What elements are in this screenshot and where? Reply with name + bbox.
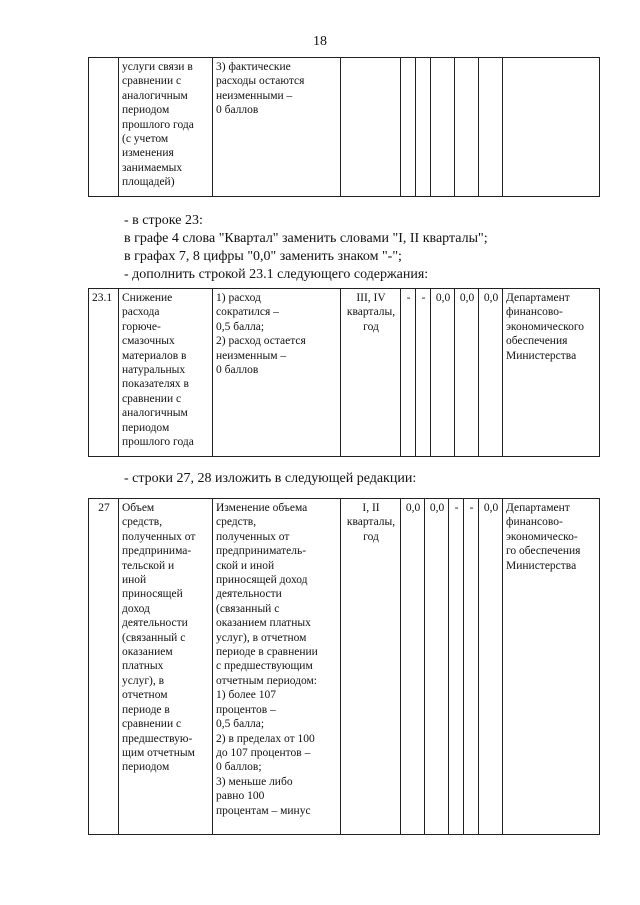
criteria-cell: 3) фактические расходы остаются неизменными – 0 баллов [213,58,341,197]
criteria-cell: Изменение объема средств, полученных от предприниматель- ской и иной приносящей доход деятельности (связанный с оказанием платных услуг), в отчетном периоде в сравнении с предшествующим отчетным периодом: 1) более 107 процентов – 0,5 балла; 2) в пределах от 100 до 107 процентов – 0 баллов; 3) меньше либо равно 100 процентам – минус [213,499,341,835]
value-cell [431,58,455,197]
value-cell [416,58,431,197]
value-cell: 0,0 [401,499,425,835]
instruction-line: - дополнить строкой 23.1 следующего содержания: [124,267,429,282]
period-cell [341,58,401,197]
instruction-line: - строки 27, 28 изложить в следующей редакции: [124,471,417,486]
instruction-line: в графах 7, 8 цифры "0,0" заменить знаком "-"; [124,249,402,264]
value-cell: 0,0 [431,289,455,457]
page-number: 18 [313,34,327,49]
period-cell: I, II кварталы, год [341,499,401,835]
value-cell: 0,0 [455,289,479,457]
table-row [89,289,600,457]
table-row [89,58,600,197]
value-cell [401,58,416,197]
table-row-27 [88,498,600,835]
value-cell: - [449,499,464,835]
value-cell [479,58,503,197]
responsible-cell: Департамент финансово- экономического обеспечения Министерства [503,289,600,457]
value-cell: - [464,499,479,835]
table-row-23-1 [88,288,600,457]
responsible-cell: Департамент финансово- экономическо- го обеспечения Министерства [503,499,600,835]
value-cell [455,58,479,197]
instruction-line: в графе 4 слова "Квартал" заменить словами "I, II кварталы"; [124,231,488,246]
indicator-cell: Объем средств, полученных от предпринима- тельской и иной приносящей доход деятельности (связанный с оказанием платных услуг), в отчетном периоде в сравнении с предшествую- щим отчетным периодом [119,499,213,835]
value-cell: - [401,289,416,457]
value-cell: - [416,289,431,457]
period-cell: III, IV кварталы, год [341,289,401,457]
value-cell: 0,0 [425,499,449,835]
value-cell: 0,0 [479,499,503,835]
indicator-cell: услуги связи в сравнении с аналогичным периодом прошлого года (с учетом изменения занимаемых площадей) [119,58,213,197]
responsible-cell [503,58,600,197]
row-number-cell [89,58,119,197]
row-number-cell: 23.1 [89,289,119,457]
value-cell: 0,0 [479,289,503,457]
indicator-cell: Снижение расхода горюче- смазочных материалов в натуральных показателях в сравнении с аналогичным периодом прошлого года [119,289,213,457]
instruction-line: - в строке 23: [124,213,203,228]
row-number-cell: 27 [89,499,119,835]
table-row [89,499,600,835]
criteria-cell: 1) расход сократился – 0,5 балла; 2) расход остается неизменным – 0 баллов [213,289,341,457]
table-continuation [88,57,600,197]
